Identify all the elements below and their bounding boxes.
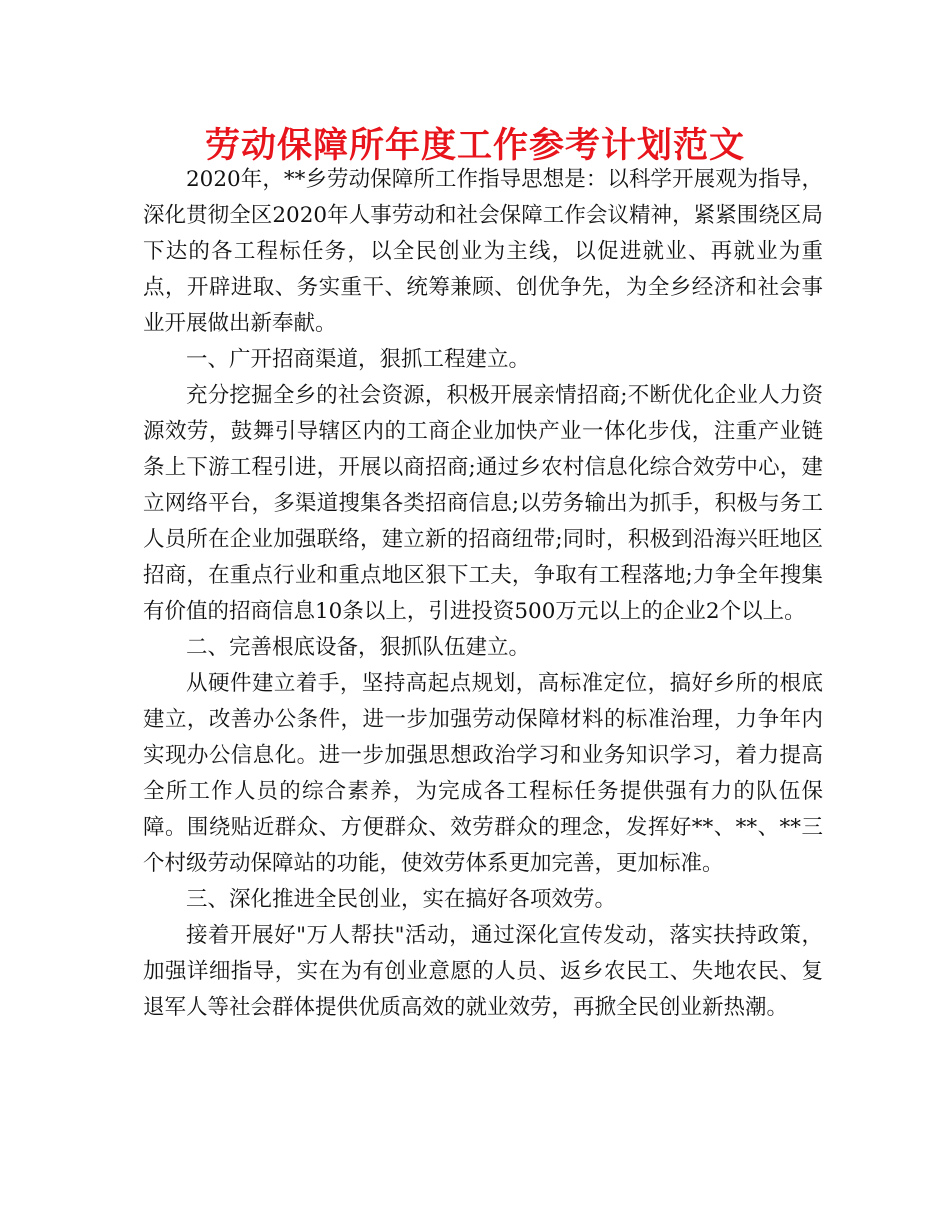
- section-heading-2: 二、完善根底设备，狠抓队伍建立。: [186, 635, 531, 660]
- section-paragraph-2: 从硬件建立着手，坚持高起点规划，高标准定位，搞好乡所的根底建立，改善办公条件，进一步加强劳动保障材料的标准治理，力争年内实现办公信息化。进一步加强思想政治学习和业务知识学习，着力提高全所工作人员的综合素养，为完成各工程标任务提供强有力的队伍保障。围绕贴近群众、方便群众、效劳群众的理念，发挥好**、**、**三个村级劳动保障站的功能，使效劳体系更加完善，更加标准。: [143, 671, 823, 876]
- section-heading-1: 一、广开招商渠道，狠抓工程建立。: [186, 347, 531, 372]
- document-title: 劳动保障所年度工作参考计划范文: [204, 126, 745, 166]
- section-paragraph-3: 接着开展好"万人帮扶"活动，通过深化宣传发动，落实扶持政策，加强详细指导，实在为有创业意愿的人员、返乡农民工、失地农民、复退军人等社会群体提供优质高效的就业效劳，再掀全民创业新热潮。: [143, 923, 823, 1020]
- section-paragraph-1: 充分挖掘全乡的社会资源，积极开展亲情招商;不断优化企业人力资源效劳，鼓舞引导辖区内的工商企业加快产业一体化步伐，注重产业链条上下游工程引进，开展以商招商;通过乡农村信息化综合效劳中心，建立网络平台，多渠道搜集各类招商信息;以劳务输出为抓手，积极与务工人员所在企业加强联络，建立新的招商纽带;同时，积极到沿海兴旺地区招商，在重点行业和重点地区狠下工夫，争取有工程落地;力争全年搜集有价值的招商信息10条以上，引进投资500万元以上的企业2个以上。: [143, 383, 823, 624]
- section-heading-3: 三、深化推进全民创业，实在搞好各项效劳。: [186, 887, 617, 912]
- intro-paragraph: 2020年，**乡劳动保障所工作指导思想是：以科学开展观为指导，深化贯彻全区2020年人事劳动和社会保障工作会议精神，紧紧围绕区局下达的各工程标任务，以全民创业为主线，以促进就业、再就业为重点，开辟进取、务实重干、统筹兼顾、创优争先，为全乡经济和社会事业开展做出新奉献。: [143, 167, 823, 336]
- document-body: [143, 162, 823, 1026]
